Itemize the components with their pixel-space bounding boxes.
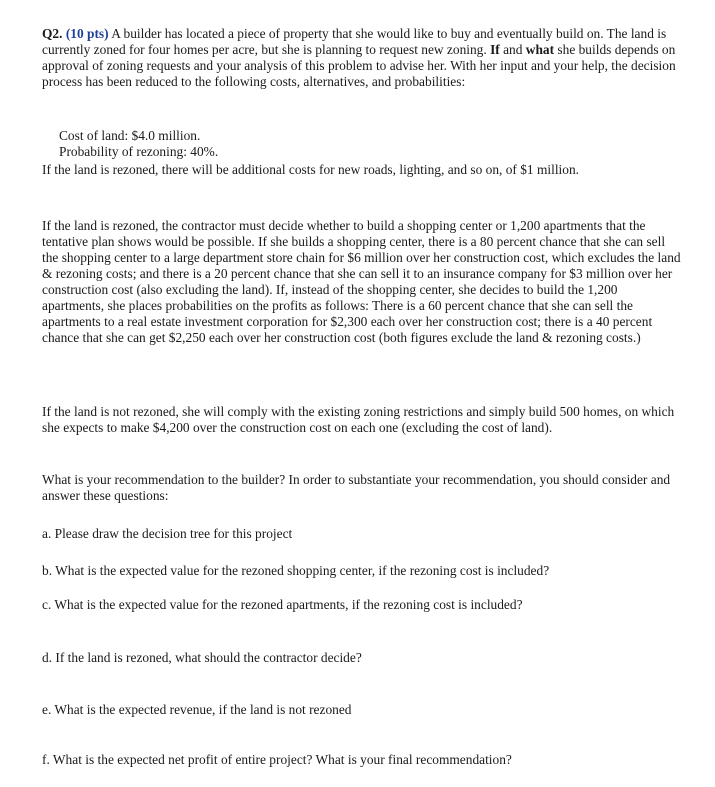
question-a: a. Please draw the decision tree for this project [42, 526, 293, 541]
question-e: e. What is the expected revenue, if the land is not rezoned [42, 702, 352, 717]
fact-cost-of-land: Cost of land: $4.0 million. [59, 128, 201, 143]
intro-text-a: A builder has located a piece of property that she would like to buy and eventually build on. The land is currently zoned for four homes per acre, but she is planning to request new zoning. [42, 26, 667, 57]
question-b: b. What is the expected value for the rezoned shopping center, if the rezoning cost is included? [42, 563, 550, 578]
question-c: c. What is the expected value for the rezoned apartments, if the rezoning cost is included? [42, 597, 523, 612]
paragraph-recommendation: What is your recommendation to the builder? In order to substantiate your recommendation, you should consider and answer these questions: [42, 472, 671, 503]
intro-text-b: she builds depends on approval of zoning requests and your analysis of this problem to advise her. With her input and your help, the decision process has been reduced to the following costs, alternatives, and probabilities: [42, 42, 676, 89]
fact-rezoned-costs: If the land is rezoned, there will be additional costs for new roads, lighting, and so on, of $1 million. [42, 162, 579, 177]
intro-bold-what: what [525, 42, 555, 57]
paragraph-not-rezoned: If the land is not rezoned, she will comply with the existing zoning restrictions and simply build 500 homes, on which she expects to make $4,200 over the construction cost on each one (excluding the cost of land). [42, 404, 675, 435]
question-intro [42, 26, 682, 90]
question-d: d. If the land is rezoned, what should the contractor decide? [42, 650, 362, 665]
question-points: (10 pts) [65, 26, 109, 41]
question-number: Q2. [42, 26, 63, 41]
paragraph-rezoned-decision: If the land is rezoned, the contractor must decide whether to build a shopping center or 1,200 apartments that the tentative plan shows would be possible. If she builds a shopping center, there is a 80 percent chance that she can sell the shopping center to a large department store chain for $6 million over her construction cost, which excludes the land & rezoning costs; and there is a 20 percent chance that she can sell it to an insurance company for $3 million over her construction cost (also excluding the land). If, instead of the shopping center, she decides to build the 1,200 apartments, she places probabilities on the profits as follows: There is a 60 percent chance that she can sell the apartments to a real estate investment corporation for $2,300 each over her construction cost; there is a 40 percent chance that she can get $2,250 each over her construction cost (both figures exclude the land & rezoning costs.) [42, 218, 681, 345]
fact-probability-rezoning: Probability of rezoning: 40%. [59, 144, 219, 159]
intro-bold-if: If [490, 42, 500, 57]
question-f: f. What is the expected net profit of entire project? What is your final recommendation? [42, 752, 512, 767]
intro-and: and [499, 42, 526, 57]
